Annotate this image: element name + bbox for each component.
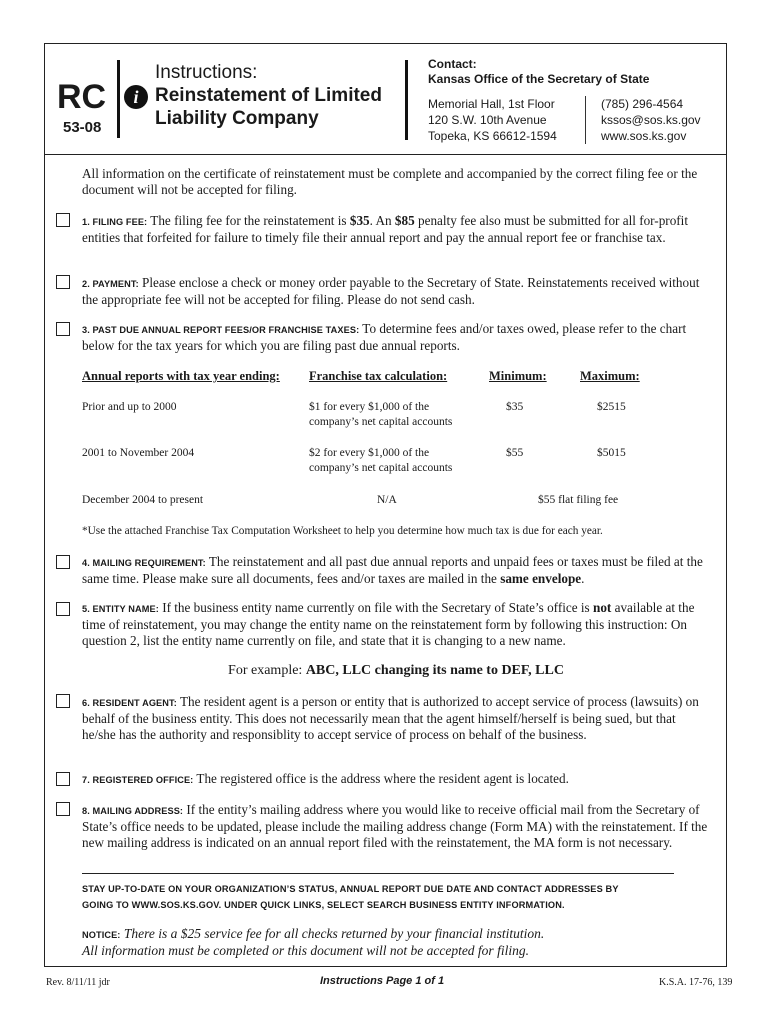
form-number: 53-08 bbox=[63, 119, 102, 136]
contact-email[interactable]: kssos@sos.ks.gov bbox=[601, 113, 701, 127]
registered-office-item bbox=[82, 771, 710, 788]
calc-line: $1 for every $1,000 of the bbox=[309, 401, 430, 413]
registered-office-checkbox[interactable] bbox=[56, 772, 70, 786]
item-emphasis: not bbox=[592, 600, 612, 615]
penalty-fee-amount: $85 bbox=[394, 213, 415, 228]
item-text: If the business entity name currently on file with the Secretary of State’s office is bbox=[158, 600, 593, 615]
item-text: Please enclose a check or money order payable to the Secretary of State. Reinstatements received without the appropriate fee will not be accepted for filing. Please do not send cash. bbox=[82, 275, 700, 307]
stay-up-to-date-notice bbox=[82, 881, 710, 913]
table-cell-period: Prior and up to 2000 bbox=[82, 401, 177, 413]
table-footnote: *Use the attached Franchise Tax Computation Worksheet to help you determine how much tax is due for each year. bbox=[82, 525, 603, 537]
example-text: ABC, LLC changing its name to DEF, LLC bbox=[305, 663, 564, 678]
item-text: available at the time of reinstatement, you may change the entity name on the reinstatement form by following this instruction: On question 2, list the entity name currently on file, and state that it is changing to a new name. bbox=[82, 600, 695, 648]
table-cell-period: December 2004 to present bbox=[82, 494, 204, 506]
item-text: If the entity’s mailing address where you would like to receive official mail from the Secretary of State’s office needs to be updated, please include the mailing address change (Form MA) with the reinstatement. If the new mailing address is indicated on an annual report filed with the reinstatement, the MA form is not necessary. bbox=[82, 802, 708, 850]
address-line: Topeka, KS 66612-1594 bbox=[428, 129, 557, 143]
item-label: 3. PAST DUE ANNUAL REPORT FEES/OR FRANCHISE TAXES: bbox=[82, 325, 360, 335]
mailing-address-checkbox[interactable] bbox=[56, 802, 70, 816]
item-emphasis: same envelope bbox=[500, 571, 582, 586]
header-divider bbox=[44, 154, 727, 155]
item-text: . An bbox=[369, 213, 395, 228]
contact-website[interactable]: www.sos.ks.gov bbox=[601, 129, 687, 143]
item-label: 7. REGISTERED OFFICE: bbox=[82, 775, 194, 785]
notice-divider bbox=[82, 873, 674, 874]
table-cell-calc: N/A bbox=[377, 494, 397, 506]
filing-fee-item bbox=[82, 213, 710, 246]
table-cell-period: 2001 to November 2004 bbox=[82, 447, 195, 459]
contact-phone: (785) 296-4564 bbox=[601, 97, 684, 111]
entity-name-example bbox=[82, 663, 710, 679]
item-label: 6. RESIDENT AGENT: bbox=[82, 698, 177, 708]
revision-date: Rev. 8/11/11 jdr bbox=[46, 977, 110, 988]
info-icon: i bbox=[124, 85, 148, 109]
item-label: 5. ENTITY NAME: bbox=[82, 604, 159, 614]
mailing-address-item bbox=[82, 802, 710, 851]
table-cell-max: $5015 bbox=[597, 447, 626, 459]
past-due-checkbox[interactable] bbox=[56, 322, 70, 336]
instructions-label: Instructions: bbox=[155, 62, 258, 83]
item-text: To determine fees and/or taxes owed, please refer to the chart below for the tax years for which you are filing past due annual reports. bbox=[82, 321, 687, 353]
contact-info bbox=[601, 96, 701, 144]
statute-reference: K.S.A. 17-76, 139 bbox=[659, 977, 733, 988]
past-due-item bbox=[82, 321, 710, 354]
filing-fee-checkbox[interactable] bbox=[56, 213, 70, 227]
payment-item bbox=[82, 275, 710, 308]
table-cell-min: $55 bbox=[506, 447, 524, 459]
header-divider-bar bbox=[405, 60, 408, 140]
item-label: 1. FILING FEE: bbox=[82, 217, 148, 227]
notice-line: All information must be completed or this document will not be accepted for filing. bbox=[82, 943, 529, 958]
item-label: 2. PAYMENT: bbox=[82, 279, 139, 289]
item-text: penalty fee also must be submitted for all for-profit entities that forfeited for failure to timely file their annual report and pay the annual report fee or franchise tax. bbox=[82, 213, 689, 245]
contact-address bbox=[428, 96, 557, 144]
item-label: 4. MAILING REQUIREMENT: bbox=[82, 558, 206, 568]
stay-notice-line: STAY UP-TO-DATE ON YOUR ORGANIZATION’S STATUS, ANNUAL REPORT DUE DATE AND CONTACT ADDRESSES BY bbox=[82, 884, 619, 894]
notice-line: There is a $25 service fee for all checks returned by your financial institution. bbox=[120, 926, 545, 941]
contact-office: Kansas Office of the Secretary of State bbox=[428, 72, 650, 86]
payment-checkbox[interactable] bbox=[56, 275, 70, 289]
table-cell-max: $2515 bbox=[597, 401, 626, 413]
mailing-requirement-item bbox=[82, 554, 710, 587]
address-line: 120 S.W. 10th Avenue bbox=[428, 113, 547, 127]
contact-divider bbox=[585, 96, 586, 144]
item-text: . bbox=[581, 571, 585, 586]
page-number: Instructions Page 1 of 1 bbox=[320, 975, 445, 987]
title-line-2: Liability Company bbox=[155, 108, 319, 129]
item-text: The registered office is the address where the resident agent is located. bbox=[193, 771, 569, 786]
calc-line: company’s net capital accounts bbox=[309, 416, 453, 428]
item-label: 8. MAILING ADDRESS: bbox=[82, 806, 184, 816]
entity-name-checkbox[interactable] bbox=[56, 602, 70, 616]
table-header: Franchise tax calculation: bbox=[309, 369, 448, 383]
table-cell-calc bbox=[309, 400, 452, 430]
entity-name-item bbox=[82, 600, 710, 649]
table-header: Annual reports with tax year ending: bbox=[82, 369, 280, 383]
form-code: RC bbox=[57, 78, 107, 116]
page-title bbox=[155, 84, 405, 130]
example-prefix: For example: bbox=[228, 663, 306, 678]
header-divider-bar bbox=[117, 60, 120, 138]
service-fee-notice bbox=[82, 926, 710, 959]
table-cell-flat-fee: $55 flat filing fee bbox=[538, 494, 619, 506]
resident-agent-item bbox=[82, 694, 710, 743]
table-header: Maximum: bbox=[580, 369, 640, 383]
item-text: The resident agent is a person or entity that is authorized to accept service of process (lawsuits) on behalf of the business entity. This does not necessarily mean that the agent himself/herself is being sued, but that he/she has the authority and responsiblity to accept service of process on behalf of the business. bbox=[82, 694, 699, 742]
contact-label: Contact: bbox=[428, 57, 477, 71]
filing-fee-amount: $35 bbox=[349, 213, 370, 228]
intro-text: All information on the certificate of reinstatement must be complete and accompanied by the correct filing fee or the document will not be accepted for filing. bbox=[82, 166, 698, 197]
stay-notice-line: GOING TO WWW.SOS.KS.GOV. UNDER QUICK LINKS, SELECT SEARCH BUSINESS ENTITY INFORMATION. bbox=[82, 900, 565, 910]
table-cell-calc bbox=[309, 446, 452, 476]
notice-label: NOTICE: bbox=[82, 930, 121, 940]
calc-line: company’s net capital accounts bbox=[309, 462, 453, 474]
table-header: Minimum: bbox=[489, 369, 547, 383]
address-line: Memorial Hall, 1st Floor bbox=[428, 97, 555, 111]
item-text: The reinstatement and all past due annual reports and unpaid fees or taxes must be filed at the same time. Please make sure all documents, fees and/or taxes are mailed in the bbox=[82, 554, 703, 586]
item-text: The filing fee for the reinstatement is bbox=[147, 213, 350, 228]
table-cell-min: $35 bbox=[506, 401, 524, 413]
mailing-requirement-checkbox[interactable] bbox=[56, 555, 70, 569]
resident-agent-checkbox[interactable] bbox=[56, 694, 70, 708]
title-line-1: Reinstatement of Limited bbox=[155, 85, 382, 106]
calc-line: $2 for every $1,000 of the bbox=[309, 447, 430, 459]
